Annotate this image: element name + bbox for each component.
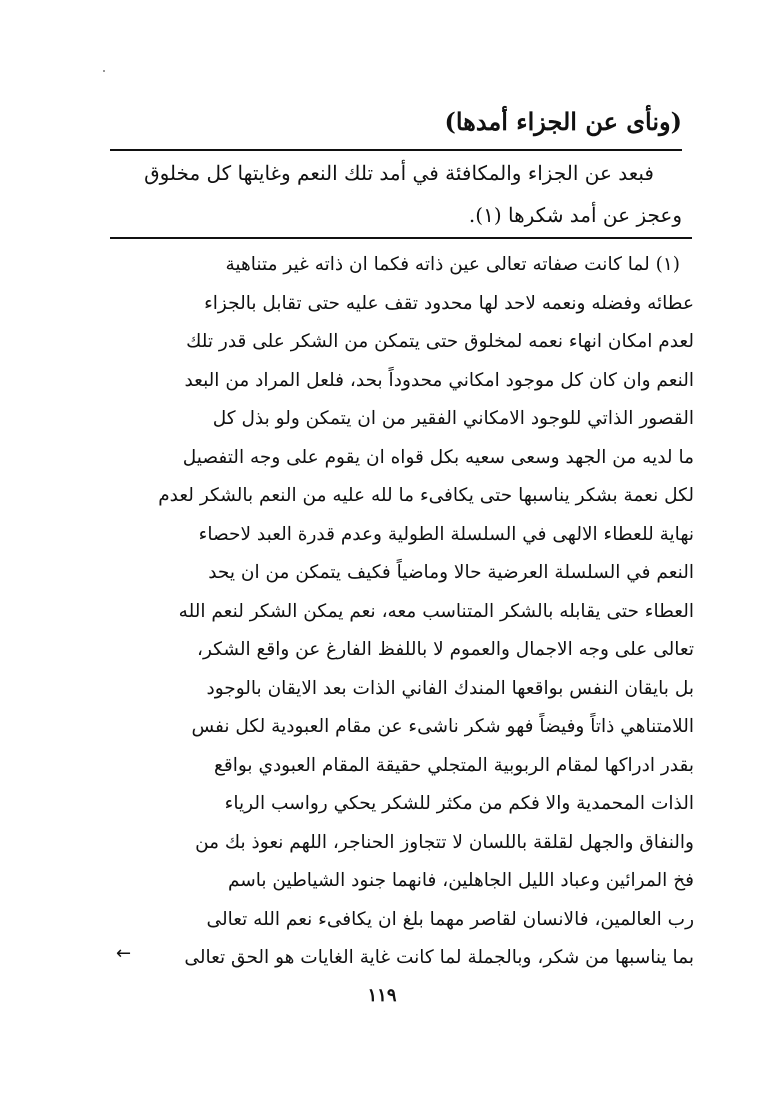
footnote-line: ما لديه من الجهد وسعى سعيه بكل قواه ان يقوم على وجه التفصيل xyxy=(182,446,694,468)
main-text xyxy=(112,152,682,236)
footnote-line: النعم في السلسلة العرضية حالا وماضياً فكيف يتمكن من ان يحد xyxy=(208,562,694,583)
footnote-line: القصور الذاتي للوجود الامكاني الفقير من ان يتمكن ولو بذل كل xyxy=(212,408,694,429)
scan-speck xyxy=(103,70,105,72)
footnote-line: عطائه وفضله ونعمه لاحد لها محدود تقف عليه حتى تقابل بالجزاء xyxy=(204,292,694,314)
footnote-line: والنفاق والجهل لقلقة باللسان لا تتجاوز الحناجر، اللهم نعوذ بك من xyxy=(195,831,694,853)
page-number: ١١٩ xyxy=(367,985,397,1006)
footnote xyxy=(100,246,694,978)
footnote-line: العطاء حتى يقابله بالشكر المتناسب معه، نعم يمكن الشكر لنعم الله xyxy=(178,600,694,622)
footnote-line: الذات المحمدية والا فكم من مكثر للشكر يحكي رواسب الرياء xyxy=(224,793,694,814)
footnote-line: نهاية للعطاء الالهى في السلسلة الطولية وعدم قدرة العبد لاحصاء xyxy=(198,523,694,545)
footnote-line: تعالى على وجه الاجمال والعموم لا باللفظ الفارغ عن واقع الشكر، xyxy=(196,639,694,660)
heading-rule xyxy=(110,149,682,151)
main-text-line: فبعد عن الجزاء والمكافئة في أمد تلك النعم وغايتها كل مخلوق xyxy=(144,161,654,185)
section-heading: (ونأى عن الجزاء أمدها) xyxy=(444,107,682,136)
footnote-line: اللامتناهي ذاتاً وفيضاً فهو شكر ناشىء عن مقام العبودية لكل نفس xyxy=(191,716,694,737)
footnote-line: بقدر ادراكها لمقام الربوبية المتجلي حقيقة المقام العبودي بواقع xyxy=(214,754,694,776)
footnote-line: (١) لما كانت صفاته تعالى عين ذاته فكما ان ذاته غير متناهية xyxy=(225,254,680,275)
footnote-line: بما يناسبها من شكر، وبالجملة لما كانت غاية الغايات هو الحق تعالى xyxy=(184,947,694,968)
footnote-line: النعم وان كان كل موجود امكاني محدوداً بحد، فلعل المراد من البعد xyxy=(184,369,694,391)
footnote-line: فخ المرائين وعباد الليل الجاهلين، فانهما جنود الشياطين باسم xyxy=(227,870,694,891)
continue-arrow-icon: ← xyxy=(116,943,132,964)
main-text-line: وعجز عن أمد شكرها (١). xyxy=(468,203,682,227)
footnote-line: بل بايقان النفس بواقعها المندك الفاني الذات بعد الايقان بالوجود xyxy=(206,677,694,699)
footnote-line: رب العالمين، فالانسان لقاصر مهما بلغ ان يكافىء نعم الله تعالى xyxy=(206,908,694,930)
footnote-separator xyxy=(110,237,692,239)
footnote-line: لكل نعمة بشكر يناسبها حتى يكافىء ما لله عليه من النعم بالشكر لعدم xyxy=(158,485,694,506)
footnote-line: لعدم امكان انهاء نعمه لمخلوق حتى يتمكن من الشكر على قدر تلك xyxy=(186,331,694,352)
